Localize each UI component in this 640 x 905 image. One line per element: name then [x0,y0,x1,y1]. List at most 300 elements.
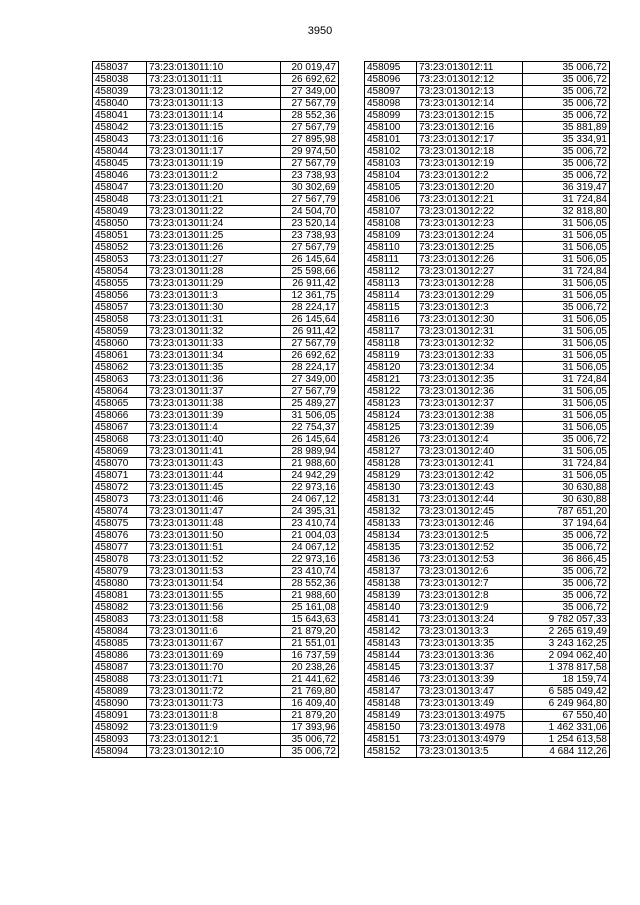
table-row [365,434,610,446]
row-number-cell: 458124 [365,410,417,422]
row-number-cell: 458060 [93,338,147,350]
cadastral-number-cell: 73:23:013011:69 [147,650,281,662]
cadastral-number-cell: 73:23:013012:28 [417,278,523,290]
value-cell: 22 973,16 [281,554,339,566]
cadastral-number-cell: 73:23:013013:4979 [417,734,523,746]
table-row [93,686,339,698]
row-number-cell: 458091 [93,710,147,722]
row-number-cell: 458063 [93,374,147,386]
cadastral-number-cell: 73:23:013012:25 [417,242,523,254]
cadastral-number-cell: 73:23:013011:35 [147,362,281,374]
value-cell: 21 988,60 [281,590,339,602]
table-row [365,242,610,254]
row-number-cell: 458118 [365,338,417,350]
table-row [365,662,610,674]
value-cell: 21 879,20 [281,626,339,638]
left-cadastral-table [92,61,339,758]
table-row [365,542,610,554]
row-number-cell: 458099 [365,110,417,122]
value-cell: 31 506,05 [523,278,610,290]
row-number-cell: 458057 [93,302,147,314]
cadastral-number-cell: 73:23:013011:56 [147,602,281,614]
row-number-cell: 458125 [365,422,417,434]
table-row [365,206,610,218]
value-cell: 31 506,05 [523,422,610,434]
row-number-cell: 458087 [93,662,147,674]
row-number-cell: 458093 [93,734,147,746]
table-row [365,230,610,242]
table-row [365,698,610,710]
row-number-cell: 458073 [93,494,147,506]
cadastral-number-cell: 73:23:013012:34 [417,362,523,374]
cadastral-number-cell: 73:23:013011:51 [147,542,281,554]
cadastral-number-cell: 73:23:013011:67 [147,638,281,650]
value-cell: 30 302,69 [281,182,339,194]
table-row [365,134,610,146]
value-cell: 35 006,72 [281,734,339,746]
value-cell: 35 881,89 [523,122,610,134]
table-row [365,602,610,614]
cadastral-number-cell: 73:23:013011:6 [147,626,281,638]
row-number-cell: 458041 [93,110,147,122]
table-row [365,98,610,110]
table-row [365,710,610,722]
value-cell: 31 506,05 [523,290,610,302]
cadastral-number-cell: 73:23:013012:11 [417,62,523,74]
cadastral-number-cell: 73:23:013012:45 [417,506,523,518]
row-number-cell: 458074 [93,506,147,518]
value-cell: 1 378 817,58 [523,662,610,674]
row-number-cell: 458117 [365,326,417,338]
table-row [93,710,339,722]
value-cell: 21 879,20 [281,710,339,722]
cadastral-number-cell: 73:23:013011:48 [147,518,281,530]
row-number-cell: 458148 [365,698,417,710]
cadastral-number-cell: 73:23:013013:47 [417,686,523,698]
table-row [365,458,610,470]
row-number-cell: 458094 [93,746,147,758]
row-number-cell: 458082 [93,602,147,614]
row-number-cell: 458151 [365,734,417,746]
table-row [365,386,610,398]
row-number-cell: 458089 [93,686,147,698]
value-cell: 31 506,05 [523,326,610,338]
row-number-cell: 458138 [365,578,417,590]
row-number-cell: 458103 [365,158,417,170]
cadastral-number-cell: 73:23:013011:52 [147,554,281,566]
value-cell: 32 818,80 [523,206,610,218]
table-row [365,62,610,74]
value-cell: 31 506,05 [523,410,610,422]
cadastral-number-cell: 73:23:013011:22 [147,206,281,218]
value-cell: 28 552,36 [281,110,339,122]
row-number-cell: 458133 [365,518,417,530]
row-number-cell: 458070 [93,458,147,470]
row-number-cell: 458150 [365,722,417,734]
table-row [365,266,610,278]
table-row [365,158,610,170]
row-number-cell: 458143 [365,638,417,650]
cadastral-number-cell: 73:23:013012:43 [417,482,523,494]
cadastral-number-cell: 73:23:013012:40 [417,446,523,458]
row-number-cell: 458052 [93,242,147,254]
cadastral-number-cell: 73:23:013011:26 [147,242,281,254]
value-cell: 35 006,72 [523,302,610,314]
cadastral-number-cell: 73:23:013012:19 [417,158,523,170]
table-row [93,734,339,746]
row-number-cell: 458146 [365,674,417,686]
row-number-cell: 458047 [93,182,147,194]
table-row [365,74,610,86]
value-cell: 35 006,72 [523,170,610,182]
row-number-cell: 458137 [365,566,417,578]
cadastral-number-cell: 73:23:013012:31 [417,326,523,338]
cadastral-number-cell: 73:23:013011:38 [147,398,281,410]
table-row [93,302,339,314]
cadastral-number-cell: 73:23:013013:39 [417,674,523,686]
value-cell: 6 249 964,80 [523,698,610,710]
cadastral-number-cell: 73:23:013012:20 [417,182,523,194]
row-number-cell: 458129 [365,470,417,482]
value-cell: 67 550,40 [523,710,610,722]
table-row [365,638,610,650]
table-row [365,446,610,458]
row-number-cell: 458120 [365,362,417,374]
table-row [93,410,339,422]
row-number-cell: 458068 [93,434,147,446]
row-number-cell: 458066 [93,410,147,422]
value-cell: 28 552,36 [281,578,339,590]
row-number-cell: 458113 [365,278,417,290]
value-cell: 35 006,72 [523,590,610,602]
value-cell: 37 194,64 [523,518,610,530]
value-cell: 27 349,00 [281,374,339,386]
value-cell: 12 361,75 [281,290,339,302]
table-row [365,290,610,302]
table-row [93,590,339,602]
cadastral-number-cell: 73:23:013011:14 [147,110,281,122]
cadastral-number-cell: 73:23:013011:34 [147,350,281,362]
value-cell: 24 942,29 [281,470,339,482]
cadastral-number-cell: 73:23:013011:24 [147,218,281,230]
table-row [365,746,610,758]
table-row [93,326,339,338]
cadastral-number-cell: 73:23:013012:15 [417,110,523,122]
cadastral-number-cell: 73:23:013012:29 [417,290,523,302]
value-cell: 20 238,26 [281,662,339,674]
value-cell: 31 724,84 [523,266,610,278]
row-number-cell: 458046 [93,170,147,182]
table-row [93,230,339,242]
table-row [365,650,610,662]
value-cell: 28 224,17 [281,302,339,314]
row-number-cell: 458078 [93,554,147,566]
table-row [93,638,339,650]
table-row [365,122,610,134]
value-cell: 23 410,74 [281,566,339,578]
row-number-cell: 458136 [365,554,417,566]
value-cell: 2 094 062,40 [523,650,610,662]
table-row [365,182,610,194]
table-row [93,434,339,446]
value-cell: 35 334,91 [523,134,610,146]
value-cell: 31 724,84 [523,458,610,470]
cadastral-number-cell: 73:23:013012:26 [417,254,523,266]
row-number-cell: 458112 [365,266,417,278]
table-row [93,626,339,638]
value-cell: 31 724,84 [523,194,610,206]
row-number-cell: 458122 [365,386,417,398]
cadastral-number-cell: 73:23:013011:55 [147,590,281,602]
table-row [365,518,610,530]
row-number-cell: 458141 [365,614,417,626]
row-number-cell: 458072 [93,482,147,494]
cadastral-number-cell: 73:23:013012:1 [147,734,281,746]
cadastral-number-cell: 73:23:013012:44 [417,494,523,506]
value-cell: 27 567,79 [281,122,339,134]
row-number-cell: 458092 [93,722,147,734]
cadastral-number-cell: 73:23:013012:24 [417,230,523,242]
cadastral-number-cell: 73:23:013011:45 [147,482,281,494]
cadastral-number-cell: 73:23:013013:49 [417,698,523,710]
table-row [93,338,339,350]
cadastral-number-cell: 73:23:013012:18 [417,146,523,158]
cadastral-number-cell: 73:23:013011:32 [147,326,281,338]
value-cell: 31 506,05 [523,386,610,398]
value-cell: 26 145,64 [281,434,339,446]
cadastral-number-cell: 73:23:013012:37 [417,398,523,410]
table-row [93,698,339,710]
row-number-cell: 458145 [365,662,417,674]
row-number-cell: 458050 [93,218,147,230]
row-number-cell: 458040 [93,98,147,110]
cadastral-number-cell: 73:23:013011:70 [147,662,281,674]
table-row [93,422,339,434]
value-cell: 28 224,17 [281,362,339,374]
cadastral-number-cell: 73:23:013013:4978 [417,722,523,734]
value-cell: 3 243 162,25 [523,638,610,650]
value-cell: 22 973,16 [281,482,339,494]
table-row [93,242,339,254]
table-row [93,494,339,506]
row-number-cell: 458101 [365,134,417,146]
cadastral-number-cell: 73:23:013011:54 [147,578,281,590]
cadastral-number-cell: 73:23:013013:4975 [417,710,523,722]
value-cell: 26 145,64 [281,254,339,266]
row-number-cell: 458059 [93,326,147,338]
cadastral-number-cell: 73:23:013011:3 [147,290,281,302]
row-number-cell: 458067 [93,422,147,434]
table-row [93,290,339,302]
cadastral-number-cell: 73:23:013012:17 [417,134,523,146]
value-cell: 31 506,05 [523,338,610,350]
value-cell: 26 911,42 [281,326,339,338]
row-number-cell: 458106 [365,194,417,206]
cadastral-number-cell: 73:23:013011:33 [147,338,281,350]
table-row [93,206,339,218]
row-number-cell: 458085 [93,638,147,650]
table-row [93,374,339,386]
value-cell: 26 911,42 [281,278,339,290]
table-row [93,578,339,590]
row-number-cell: 458131 [365,494,417,506]
value-cell: 26 692,62 [281,350,339,362]
cadastral-number-cell: 73:23:013011:19 [147,158,281,170]
value-cell: 35 006,72 [281,746,339,758]
row-number-cell: 458049 [93,206,147,218]
row-number-cell: 458127 [365,446,417,458]
value-cell: 24 395,31 [281,506,339,518]
cadastral-number-cell: 73:23:013011:44 [147,470,281,482]
cadastral-number-cell: 73:23:013012:5 [417,530,523,542]
cadastral-number-cell: 73:23:013012:2 [417,170,523,182]
cadastral-number-cell: 73:23:013012:41 [417,458,523,470]
value-cell: 35 006,72 [523,602,610,614]
cadastral-number-cell: 73:23:013013:5 [417,746,523,758]
value-cell: 23 520,14 [281,218,339,230]
row-number-cell: 458140 [365,602,417,614]
table-row [365,578,610,590]
cadastral-number-cell: 73:23:013012:14 [417,98,523,110]
cadastral-number-cell: 73:23:013012:22 [417,206,523,218]
row-number-cell: 458128 [365,458,417,470]
row-number-cell: 458039 [93,86,147,98]
row-number-cell: 458121 [365,374,417,386]
table-row [93,614,339,626]
row-number-cell: 458086 [93,650,147,662]
value-cell: 25 598,66 [281,266,339,278]
cadastral-number-cell: 73:23:013011:30 [147,302,281,314]
value-cell: 31 506,05 [523,314,610,326]
table-row [365,278,610,290]
row-number-cell: 458043 [93,134,147,146]
table-row [365,506,610,518]
cadastral-number-cell: 73:23:013012:7 [417,578,523,590]
row-number-cell: 458105 [365,182,417,194]
row-number-cell: 458107 [365,206,417,218]
row-number-cell: 458096 [365,74,417,86]
value-cell: 21 551,01 [281,638,339,650]
row-number-cell: 458097 [365,86,417,98]
value-cell: 35 006,72 [523,86,610,98]
cadastral-number-cell: 73:23:013013:35 [417,638,523,650]
cadastral-number-cell: 73:23:013011:41 [147,446,281,458]
cadastral-number-cell: 73:23:013012:27 [417,266,523,278]
row-number-cell: 458065 [93,398,147,410]
table-row [365,326,610,338]
value-cell: 30 630,88 [523,494,610,506]
table-row [93,650,339,662]
table-row [365,626,610,638]
page-number: 3950 [307,25,333,37]
value-cell: 16 409,40 [281,698,339,710]
row-number-cell: 458135 [365,542,417,554]
cadastral-number-cell: 73:23:013012:6 [417,566,523,578]
row-number-cell: 458132 [365,506,417,518]
cadastral-number-cell: 73:23:013013:3 [417,626,523,638]
row-number-cell: 458054 [93,266,147,278]
value-cell: 1 462 331,06 [523,722,610,734]
value-cell: 31 506,05 [523,350,610,362]
cadastral-number-cell: 73:23:013011:39 [147,410,281,422]
row-number-cell: 458088 [93,674,147,686]
table-row [365,86,610,98]
cadastral-number-cell: 73:23:013011:25 [147,230,281,242]
cadastral-number-cell: 73:23:013012:10 [147,746,281,758]
cadastral-number-cell: 73:23:013012:46 [417,518,523,530]
table-row [365,470,610,482]
value-cell: 31 506,05 [523,230,610,242]
cadastral-number-cell: 73:23:013011:47 [147,506,281,518]
table-row [365,722,610,734]
row-number-cell: 458139 [365,590,417,602]
row-number-cell: 458048 [93,194,147,206]
table-row [93,566,339,578]
row-number-cell: 458053 [93,254,147,266]
value-cell: 35 006,72 [523,566,610,578]
cadastral-number-cell: 73:23:013012:33 [417,350,523,362]
value-cell: 31 506,05 [523,218,610,230]
cadastral-number-cell: 73:23:013012:30 [417,314,523,326]
value-cell: 21 988,60 [281,458,339,470]
left-table-body [93,62,339,758]
value-cell: 27 349,00 [281,86,339,98]
cadastral-number-cell: 73:23:013011:12 [147,86,281,98]
cadastral-number-cell: 73:23:013011:2 [147,170,281,182]
value-cell: 25 489,27 [281,398,339,410]
cadastral-number-cell: 73:23:013011:27 [147,254,281,266]
table-row [365,398,610,410]
row-number-cell: 458109 [365,230,417,242]
row-number-cell: 458042 [93,122,147,134]
table-row [93,446,339,458]
table-row [365,254,610,266]
value-cell: 1 254 613,58 [523,734,610,746]
row-number-cell: 458037 [93,62,147,74]
row-number-cell: 458152 [365,746,417,758]
table-row [93,602,339,614]
table-row [365,314,610,326]
right-cadastral-table [364,61,610,758]
cadastral-number-cell: 73:23:013012:35 [417,374,523,386]
cadastral-number-cell: 73:23:013011:73 [147,698,281,710]
row-number-cell: 458044 [93,146,147,158]
row-number-cell: 458130 [365,482,417,494]
cadastral-number-cell: 73:23:013011:29 [147,278,281,290]
cadastral-number-cell: 73:23:013012:53 [417,554,523,566]
cadastral-number-cell: 73:23:013011:16 [147,134,281,146]
row-number-cell: 458056 [93,290,147,302]
row-number-cell: 458045 [93,158,147,170]
cadastral-number-cell: 73:23:013011:28 [147,266,281,278]
table-row [93,506,339,518]
value-cell: 24 067,12 [281,494,339,506]
value-cell: 27 567,79 [281,386,339,398]
row-number-cell: 458147 [365,686,417,698]
table-row [93,518,339,530]
cadastral-number-cell: 73:23:013012:13 [417,86,523,98]
row-number-cell: 458142 [365,626,417,638]
cadastral-number-cell: 73:23:013011:53 [147,566,281,578]
right-table-body [365,62,610,758]
table-row [93,746,339,758]
cadastral-number-cell: 73:23:013012:42 [417,470,523,482]
value-cell: 35 006,72 [523,98,610,110]
value-cell: 20 019,47 [281,62,339,74]
value-cell: 35 006,72 [523,110,610,122]
value-cell: 35 006,72 [523,530,610,542]
table-row [365,362,610,374]
